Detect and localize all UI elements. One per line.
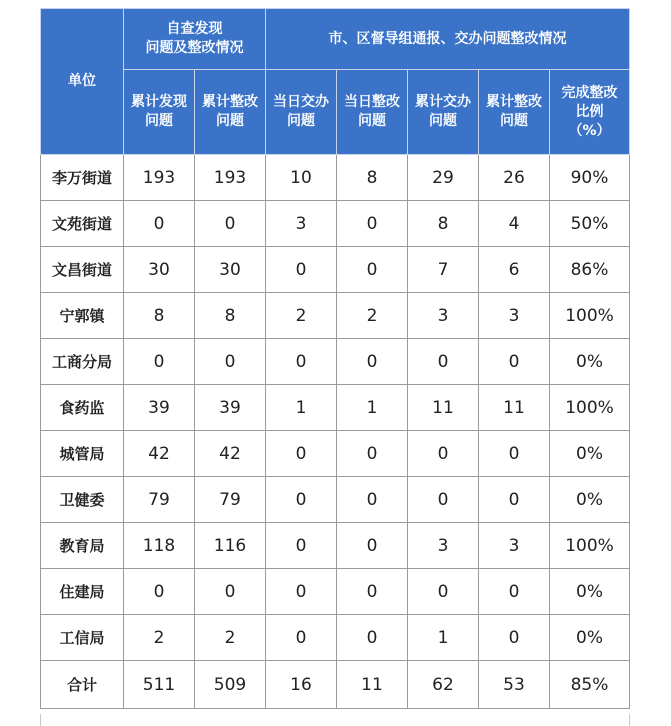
cell-unit: 教育局 <box>41 523 124 569</box>
header-group-self-check <box>124 9 266 70</box>
cell-value: 30 <box>124 247 195 293</box>
table-row <box>41 247 630 293</box>
cell-value: 0 <box>337 615 408 661</box>
table-row <box>41 523 630 569</box>
cell-value: 0 <box>479 477 550 523</box>
cell-value: 3 <box>479 523 550 569</box>
cell-value: 0 <box>479 339 550 385</box>
column-header: 累计交办 问题 <box>408 70 479 155</box>
cell-value: 2 <box>124 615 195 661</box>
table-row <box>41 477 630 523</box>
table-body <box>41 155 630 709</box>
cell-value: 0 <box>479 615 550 661</box>
table-continuation <box>40 714 630 726</box>
table-row <box>41 431 630 477</box>
cell-value: 90% <box>550 155 630 201</box>
cell-value: 0 <box>124 569 195 615</box>
cell-value: 86% <box>550 247 630 293</box>
cell-unit: 住建局 <box>41 569 124 615</box>
cell-value: 0 <box>337 339 408 385</box>
cell-value: 3 <box>479 293 550 339</box>
cell-value: 3 <box>408 293 479 339</box>
table-header <box>41 9 630 155</box>
cell-value: 0 <box>479 431 550 477</box>
cell-value: 3 <box>266 201 337 247</box>
cell-value: 116 <box>195 523 266 569</box>
cell-value: 4 <box>479 201 550 247</box>
cell-value: 79 <box>124 477 195 523</box>
cell-value: 0 <box>408 477 479 523</box>
cell-value: 8 <box>195 293 266 339</box>
cell-value: 0 <box>266 431 337 477</box>
cell-value: 0 <box>266 339 337 385</box>
cell-value: 39 <box>195 385 266 431</box>
cell-value: 0% <box>550 431 630 477</box>
cell-value: 11 <box>337 661 408 709</box>
cell-unit: 工信局 <box>41 615 124 661</box>
cell-unit: 卫健委 <box>41 477 124 523</box>
cell-value: 62 <box>408 661 479 709</box>
cell-unit: 宁郭镇 <box>41 293 124 339</box>
cell-value: 2 <box>195 615 266 661</box>
column-header: 累计整改 问题 <box>479 70 550 155</box>
cell-value: 0 <box>124 201 195 247</box>
cell-unit: 李万街道 <box>41 155 124 201</box>
cell-value: 8 <box>124 293 195 339</box>
cell-value: 100% <box>550 523 630 569</box>
header-unit-label: 单位 <box>68 73 96 89</box>
table-row <box>41 385 630 431</box>
cell-value: 100% <box>550 385 630 431</box>
cell-value: 85% <box>550 661 630 709</box>
header-group-inspection-label: 市、区督导组通报、交办问题整改情况 <box>328 30 567 47</box>
column-header: 累计发现 问题 <box>124 70 195 155</box>
header-group-self-check-label: 自查发现 问题及整改情况 <box>145 21 244 56</box>
cell-unit: 城管局 <box>41 431 124 477</box>
table-row <box>41 293 630 339</box>
rectification-table-container <box>40 8 630 709</box>
cell-value: 79 <box>195 477 266 523</box>
cell-value: 39 <box>124 385 195 431</box>
cell-value: 0% <box>550 615 630 661</box>
cell-value: 0 <box>266 477 337 523</box>
cell-value: 0 <box>195 569 266 615</box>
column-header: 当日交办 问题 <box>266 70 337 155</box>
table-row <box>41 339 630 385</box>
cell-value: 11 <box>479 385 550 431</box>
cell-value: 0 <box>337 247 408 293</box>
cell-value: 0 <box>479 569 550 615</box>
cell-value: 1 <box>266 385 337 431</box>
cell-value: 0 <box>337 477 408 523</box>
table-total-row <box>41 661 630 709</box>
cell-value: 16 <box>266 661 337 709</box>
table-row <box>41 615 630 661</box>
cell-value: 0 <box>266 615 337 661</box>
cell-value: 193 <box>195 155 266 201</box>
cell-value: 0 <box>266 569 337 615</box>
cell-value: 11 <box>408 385 479 431</box>
cell-value: 0 <box>124 339 195 385</box>
cell-value: 8 <box>408 201 479 247</box>
cell-value: 1 <box>408 615 479 661</box>
cell-value: 3 <box>408 523 479 569</box>
header-group-inspection <box>266 9 630 70</box>
cell-value: 2 <box>266 293 337 339</box>
cell-value: 30 <box>195 247 266 293</box>
cell-value: 0 <box>337 201 408 247</box>
cell-value: 0 <box>266 247 337 293</box>
cell-value: 0 <box>337 431 408 477</box>
cell-unit: 文昌街道 <box>41 247 124 293</box>
cell-value: 42 <box>195 431 266 477</box>
cell-value: 50% <box>550 201 630 247</box>
cell-value: 0% <box>550 477 630 523</box>
cell-value: 53 <box>479 661 550 709</box>
column-header: 累计整改 问题 <box>195 70 266 155</box>
cell-value: 100% <box>550 293 630 339</box>
cell-value: 0 <box>408 431 479 477</box>
column-header: 完成整改 比例 （%） <box>550 70 630 155</box>
cell-value: 0 <box>408 339 479 385</box>
cell-value: 0 <box>408 569 479 615</box>
cell-value: 509 <box>195 661 266 709</box>
cell-value: 511 <box>124 661 195 709</box>
cell-value: 1 <box>337 385 408 431</box>
cell-unit: 合计 <box>41 661 124 709</box>
cell-value: 0 <box>195 201 266 247</box>
cell-unit: 工商分局 <box>41 339 124 385</box>
column-header: 当日整改 问题 <box>337 70 408 155</box>
cell-value: 193 <box>124 155 195 201</box>
cell-value: 42 <box>124 431 195 477</box>
cell-value: 26 <box>479 155 550 201</box>
table-row <box>41 201 630 247</box>
cell-value: 2 <box>337 293 408 339</box>
rectification-table <box>40 8 630 709</box>
cell-unit: 食药监 <box>41 385 124 431</box>
cell-value: 0 <box>337 523 408 569</box>
cell-value: 118 <box>124 523 195 569</box>
cell-unit: 文苑街道 <box>41 201 124 247</box>
header-unit <box>41 9 124 155</box>
cell-value: 0 <box>195 339 266 385</box>
table-row <box>41 155 630 201</box>
cell-value: 0% <box>550 339 630 385</box>
cell-value: 8 <box>337 155 408 201</box>
cell-value: 0 <box>266 523 337 569</box>
table-row <box>41 569 630 615</box>
cell-value: 0 <box>337 569 408 615</box>
cell-value: 10 <box>266 155 337 201</box>
cell-value: 7 <box>408 247 479 293</box>
cell-value: 29 <box>408 155 479 201</box>
cell-value: 0% <box>550 569 630 615</box>
cell-value: 6 <box>479 247 550 293</box>
